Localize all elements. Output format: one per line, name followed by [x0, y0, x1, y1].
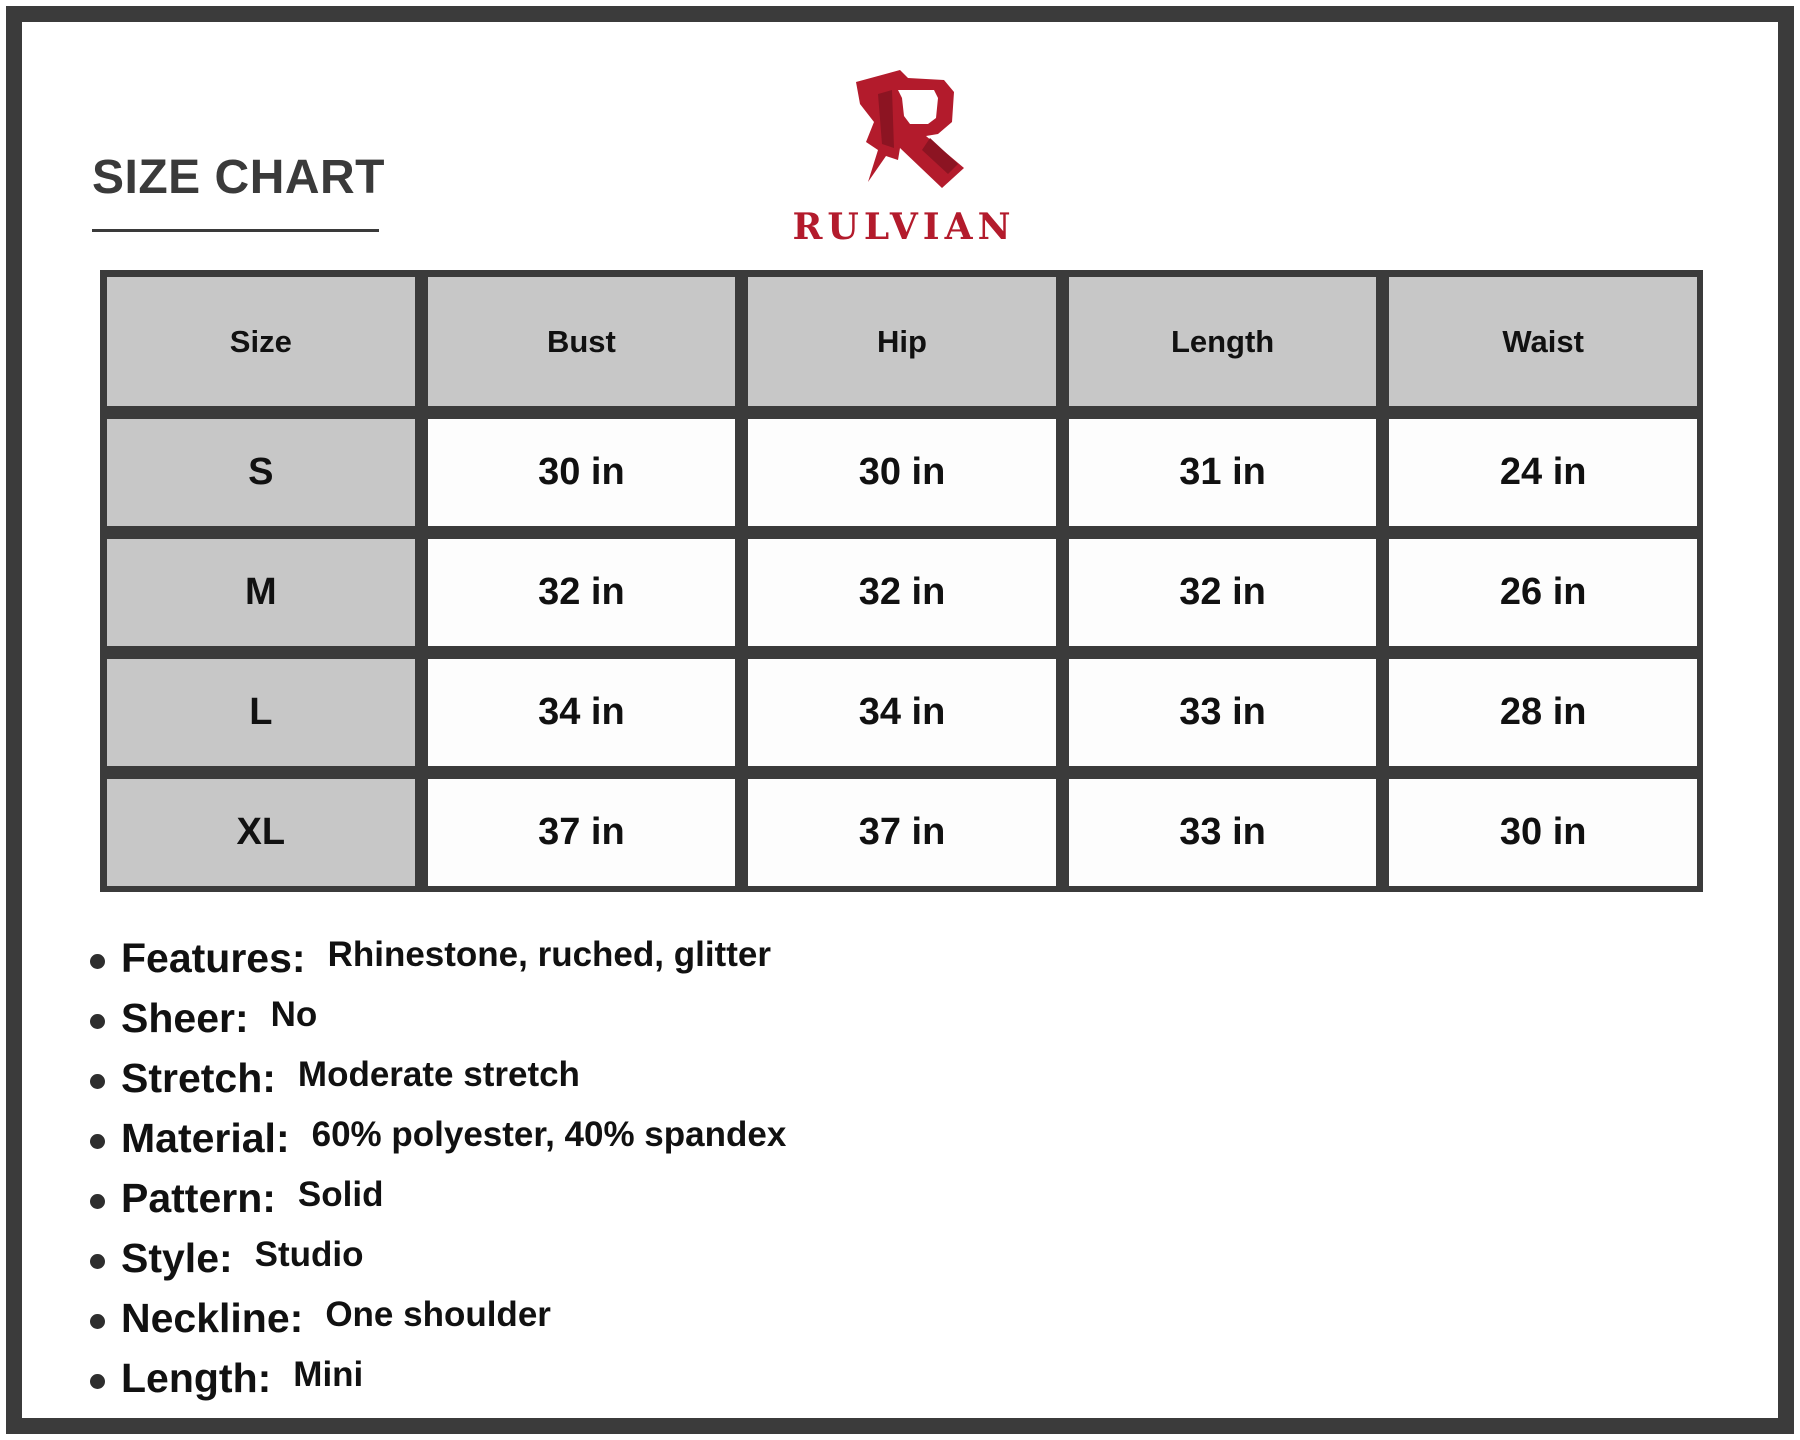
brand-wordmark: RULVIAN: [792, 206, 1016, 248]
column-header-size: Size: [107, 277, 415, 406]
page-title: SIZE CHART: [92, 151, 385, 204]
bullet-icon: [90, 1374, 105, 1389]
length-cell: 33 in: [1069, 779, 1377, 886]
bust-cell: 34 in: [428, 659, 736, 766]
bullet-icon: [90, 1314, 105, 1329]
brand-logo: [784, 64, 1024, 254]
waist-cell: 24 in: [1389, 419, 1697, 526]
hip-cell: 37 in: [748, 779, 1056, 886]
title-underline: [92, 229, 379, 232]
hip-cell: 34 in: [748, 659, 1056, 766]
waist-cell: 26 in: [1389, 539, 1697, 646]
bullet-icon: [90, 1014, 105, 1029]
attribute-label: Style:: [121, 1235, 233, 1281]
product-attributes-list: [90, 935, 786, 1415]
attribute-item-material: [90, 1115, 786, 1175]
attribute-item-stretch: [90, 1055, 786, 1115]
column-header-length: Length: [1069, 277, 1377, 406]
hip-cell: 30 in: [748, 419, 1056, 526]
attribute-value: Mini: [293, 1355, 364, 1394]
column-header-hip: Hip: [748, 277, 1056, 406]
size-cell: XL: [107, 779, 415, 886]
attribute-label: Pattern:: [121, 1175, 276, 1221]
attribute-item-features: [90, 935, 786, 995]
bullet-icon: [90, 1134, 105, 1149]
length-cell: 32 in: [1069, 539, 1377, 646]
size-cell: L: [107, 659, 415, 766]
size-table: [100, 270, 1703, 892]
attribute-label: Neckline:: [121, 1295, 304, 1341]
attribute-item-sheer: [90, 995, 786, 1055]
attribute-value: No: [270, 995, 318, 1034]
bullet-icon: [90, 1254, 105, 1269]
attribute-label: Length:: [121, 1355, 272, 1401]
length-cell: 31 in: [1069, 419, 1377, 526]
column-header-bust: Bust: [428, 277, 736, 406]
attribute-item-neckline: [90, 1295, 786, 1355]
attribute-value: Moderate stretch: [297, 1055, 580, 1094]
bust-cell: 37 in: [428, 779, 736, 886]
waist-cell: 28 in: [1389, 659, 1697, 766]
bullet-icon: [90, 1194, 105, 1209]
bullet-icon: [90, 1074, 105, 1089]
attribute-label: Features:: [121, 935, 306, 981]
r-monogram-icon: [838, 64, 968, 199]
size-cell: M: [107, 539, 415, 646]
attribute-value: One shoulder: [325, 1295, 551, 1334]
bust-cell: 32 in: [428, 539, 736, 646]
column-header-waist: Waist: [1389, 277, 1697, 406]
bullet-icon: [90, 954, 105, 969]
attribute-item-length: [90, 1355, 786, 1415]
attribute-label: Material:: [121, 1115, 290, 1161]
size-cell: S: [107, 419, 415, 526]
bust-cell: 30 in: [428, 419, 736, 526]
attribute-item-style: [90, 1235, 786, 1295]
attribute-value: Solid: [297, 1175, 384, 1214]
waist-cell: 30 in: [1389, 779, 1697, 886]
attribute-value: Studio: [254, 1235, 364, 1274]
length-cell: 33 in: [1069, 659, 1377, 766]
attribute-label: Stretch:: [121, 1055, 276, 1101]
attribute-label: Sheer:: [121, 995, 249, 1041]
attribute-value: 60% polyester, 40% spandex: [311, 1115, 787, 1154]
attribute-value: Rhinestone, ruched, glitter: [327, 935, 771, 974]
attribute-item-pattern: [90, 1175, 786, 1235]
hip-cell: 32 in: [748, 539, 1056, 646]
